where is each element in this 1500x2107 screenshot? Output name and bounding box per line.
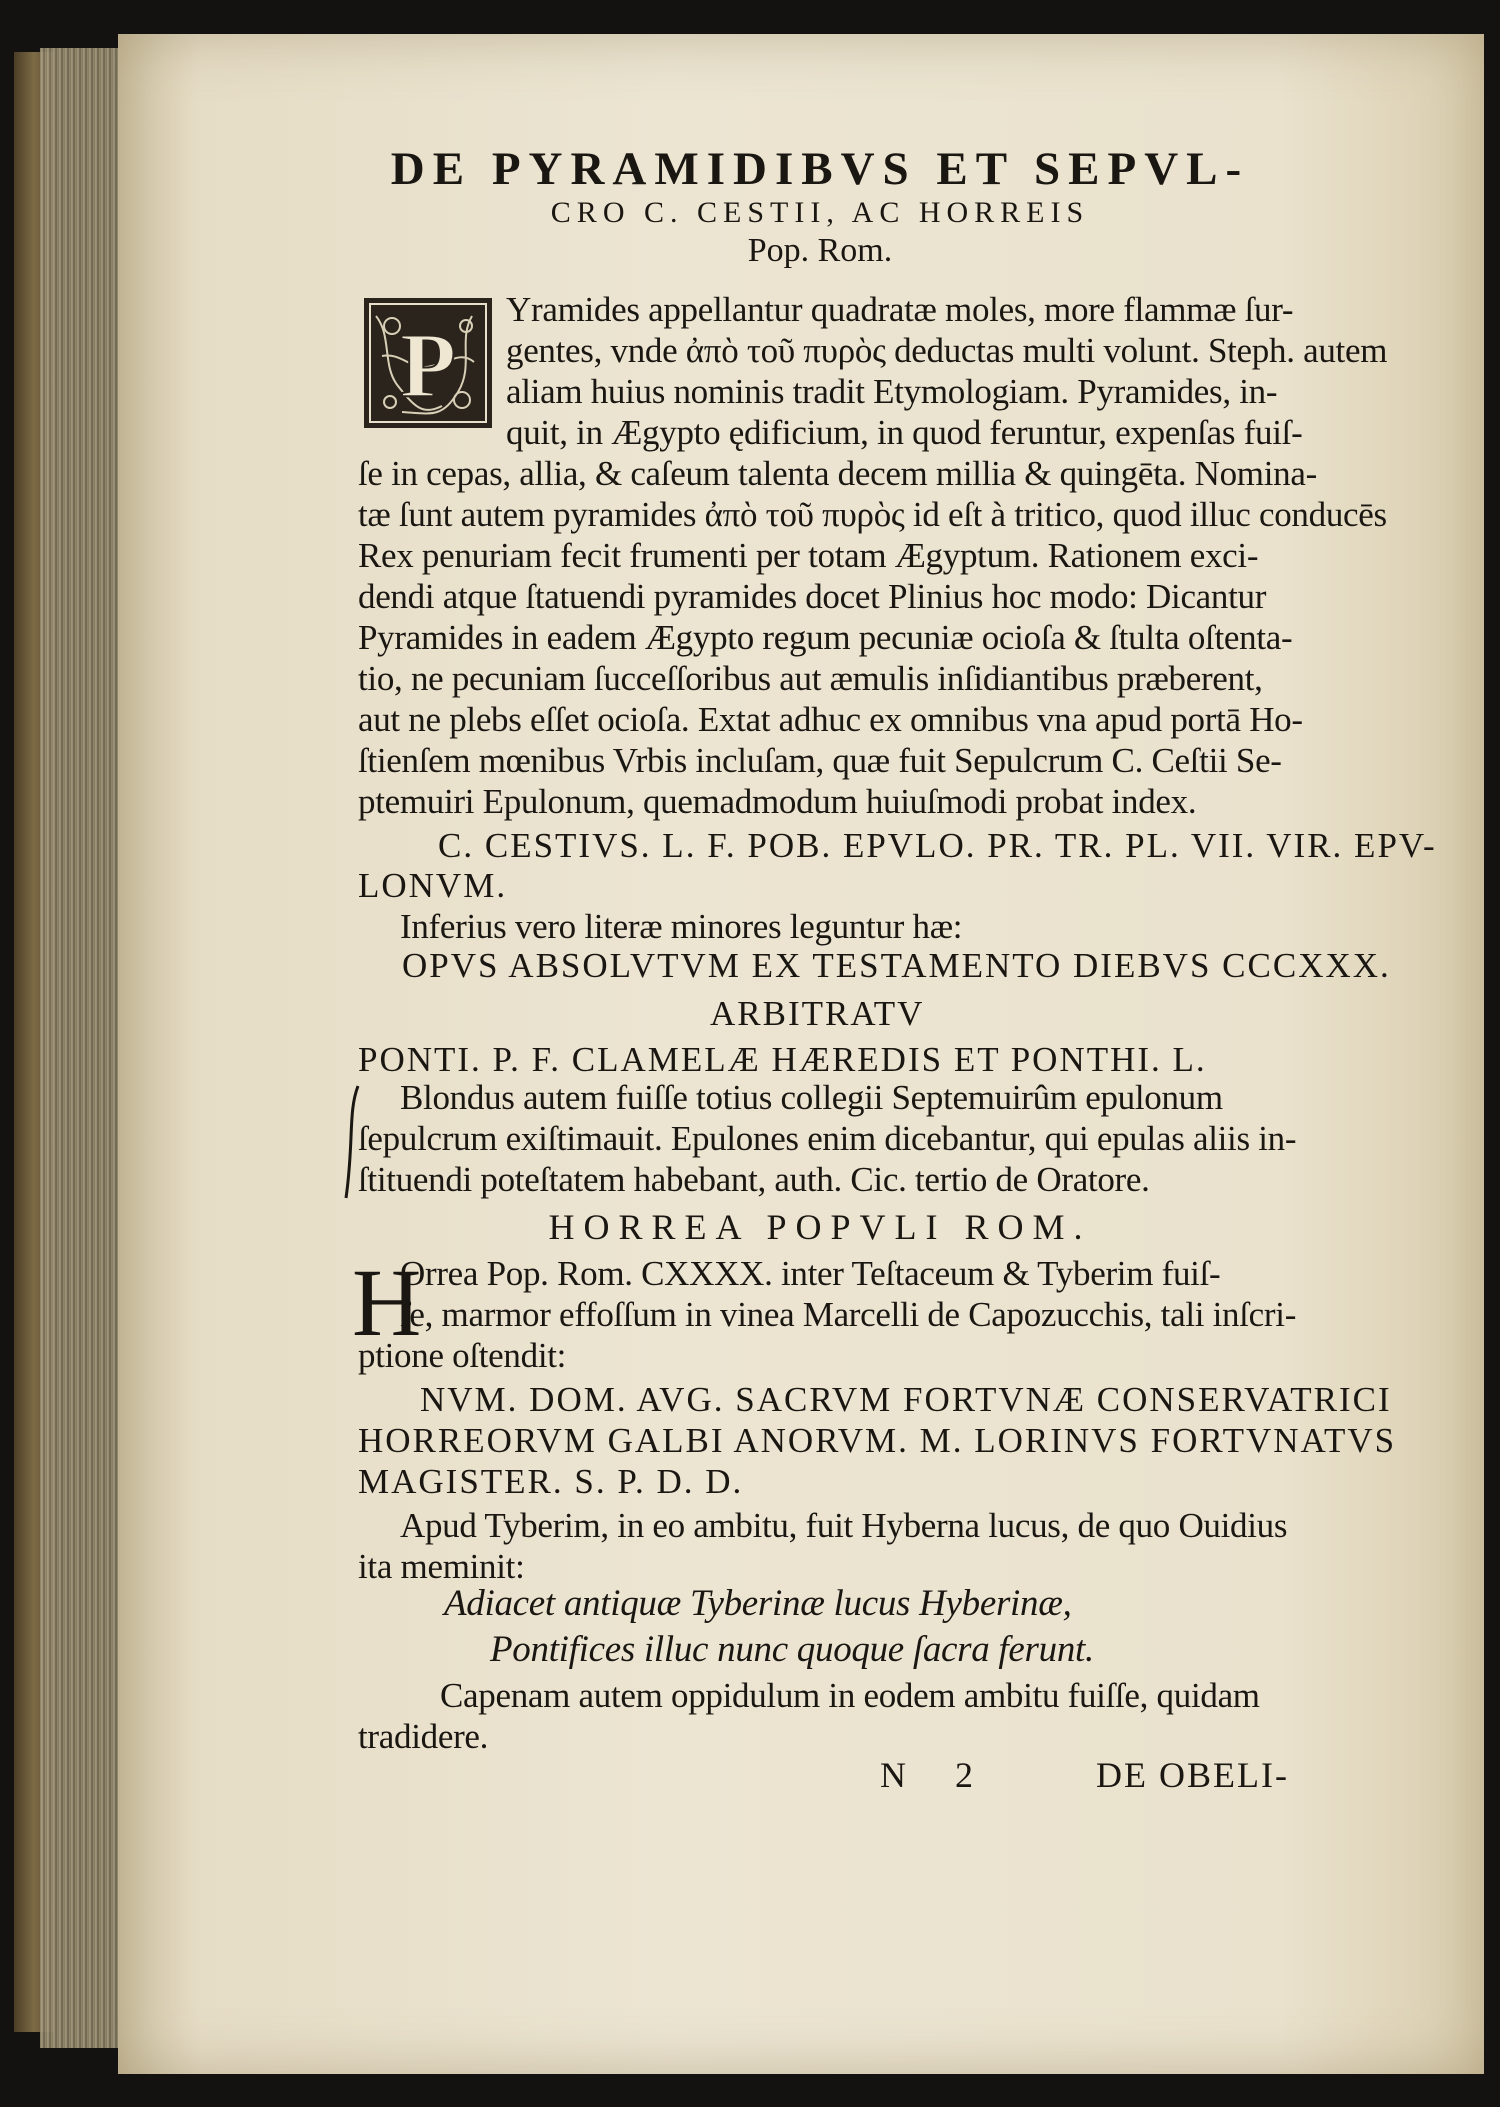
verse-line2: Pontifices illuc nunc quoque ſacra ferunt. (490, 1629, 1094, 1670)
para3-line: ptione oſtendit: (358, 1336, 567, 1375)
page-edges (40, 48, 128, 2048)
para1-line: Pyramides in eadem Ægypto regum pecuniæ ocioſa & ſtulta oſtenta- (358, 618, 1293, 657)
para4-line: ita meminit: (358, 1547, 525, 1586)
inscription-opus-line1: OPVS ABSOLVTVM EX TESTAMENTO DIEBVS CCCXXX. (402, 946, 1391, 985)
signature-mark: N 2 (880, 1755, 993, 1795)
para1-line: quit, in Ægypto ędificium, in quod feruntur, expenſas fuiſ- (506, 413, 1303, 452)
para1-line: ſe in cepas, allia, & caſeum talenta decem millia & quingēta. Nomina- (358, 454, 1317, 493)
para1-line: ptemuiri Epulonum, quemadmodum huiuſmodi probat index. (358, 782, 1197, 821)
para2-line: Blondus autem fuiſſe totius collegii Septemuirûm epulonum (400, 1078, 1223, 1117)
para2-line: ſepulcrum exiſtimauit. Epulones enim dicebantur, qui epulas aliis in- (358, 1119, 1297, 1158)
para1-line: Rex penuriam fecit frumenti per totam Ægyptum. Rationem exci- (358, 536, 1259, 575)
para3-line: ſe, marmor effoſſum in vinea Marcelli de Capozucchis, tali inſcri- (400, 1295, 1297, 1334)
para4-line: Apud Tyberim, in eo ambitu, fuit Hyberna lucus, de quo Ouidius (400, 1506, 1288, 1545)
para1-line: ſtienſem mœnibus Vrbis incluſam, quæ fuit Sepulcrum C. Ceſtii Se- (358, 741, 1282, 780)
insc3-line: HORREORVM GALBI ANORVM. M. LORINVS FORTVNATVS (358, 1421, 1397, 1460)
section-heading-horrea: HORREA POPVLI ROM. (548, 1207, 1092, 1247)
para1-line: dendi atque ſtatuendi pyramides docet Plinius hoc modo: Dicantur (358, 577, 1267, 616)
para1-line: gentes, vnde ἀπὸ τοῦ πυρὸς deductas multi volunt. Steph. autem (506, 331, 1388, 370)
inscription-cestius-line2: LONVM. (358, 866, 508, 905)
catchword: DE OBELI- (1096, 1755, 1289, 1795)
page-title-line3: Pop. Rom. (747, 232, 893, 269)
para1-line: aliam huius nominis tradit Etymologiam. Pyramides, in- (506, 372, 1278, 411)
insc3-line: MAGISTER. S. P. D. D. (358, 1462, 744, 1501)
page-title-line2: CRO C. CESTII, AC HORREIS (550, 196, 1090, 229)
decorated-initial-p-icon (362, 296, 494, 430)
inferius-line: Inferius vero literæ minores leguntur hæ: (400, 907, 963, 946)
para1-line: tio, ne pecuniam ſucceſſoribus aut æmulis inſidiantibus præberent, (358, 659, 1263, 698)
initial-letter-p: P (399, 314, 457, 416)
para1-line: aut ne plebs eſſet ocioſa. Extat adhuc ex omnibus vna apud portā Ho- (358, 700, 1303, 739)
para2-line: ſtituendi poteſtatem habebant, auth. Cic. tertio de Oratore. (358, 1160, 1150, 1199)
para1-line: tæ ſunt autem pyramides ἀπὸ τοῦ πυρὸς id eſt à tritico, quod illuc conducēs (358, 495, 1387, 534)
verse-line1: Adiacet antiquæ Tyberinæ lucus Hyberinæ, (444, 1583, 1072, 1624)
insc3-line: NVM. DOM. AVG. SACRVM FORTVNÆ CONSERVATRICI (420, 1380, 1392, 1419)
inscription-opus-line3: PONTI. P. F. CLAMELÆ HÆREDIS ET PONTHI. L. (358, 1040, 1207, 1079)
para3-line: Orrea Pop. Rom. CXXXX. inter Teſtaceum & Tyberim fuiſ- (400, 1254, 1221, 1293)
para1-line: Yramides appellantur quadratæ moles, more flammæ ſur- (506, 290, 1294, 329)
para5-line: Capenam autem oppidulum in eodem ambitu fuiſſe, quidam (440, 1676, 1260, 1715)
page-title-line1: DE PYRAMIDIBVS ET SEPVL- (390, 143, 1250, 195)
initial-letter-h: H (352, 1249, 422, 1356)
inscription-opus-line2: ARBITRATV (710, 994, 925, 1033)
para5-line: tradidere. (358, 1717, 489, 1756)
inscription-cestius-line1: C. CESTIVS. L. F. POB. EPVLO. PR. TR. PL. VII. VIR. EPV- (438, 826, 1437, 865)
